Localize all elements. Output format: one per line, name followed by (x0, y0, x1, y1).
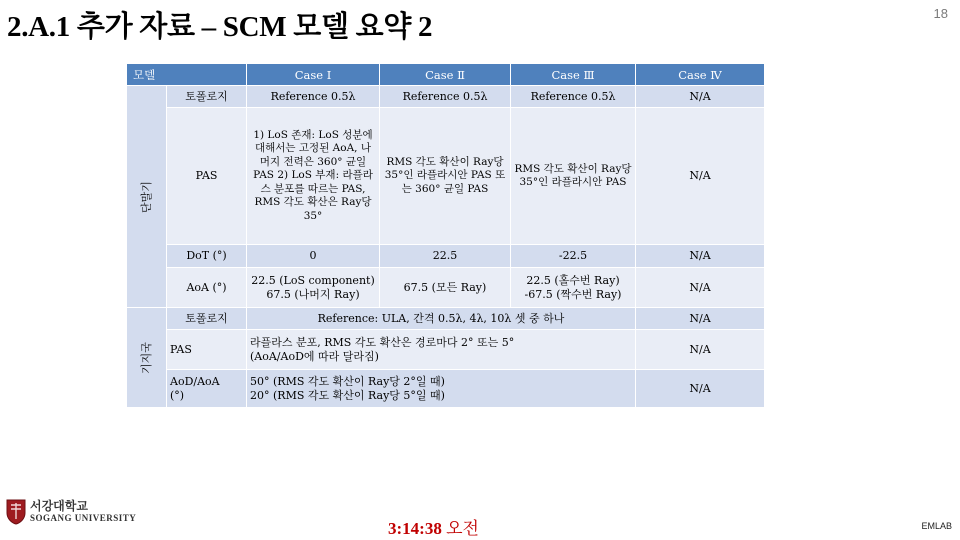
table-cell-merged: Reference: ULA, 간격 0.5λ, 4λ, 10λ 셋 중 하나 (247, 308, 636, 330)
table-cell: N/A (636, 86, 765, 108)
time-value: 3:14:38 (388, 519, 442, 538)
table-cell: N/A (636, 308, 765, 330)
logo-korean-name: 서강대학교 (30, 499, 88, 513)
table-row (127, 308, 765, 330)
header-row (127, 64, 765, 86)
header-case-2: Case Ⅱ (380, 64, 511, 86)
table-cell: 0 (247, 245, 380, 268)
lab-label: EMLAB (921, 521, 952, 531)
row-label: 토폴로지 (167, 86, 247, 108)
row-label: PAS (167, 108, 247, 245)
table-cell: -22.5 (511, 245, 636, 268)
table-cell: Reference 0.5λ (511, 86, 636, 108)
table-row (127, 108, 765, 245)
group-terminal (127, 86, 167, 308)
row-label: AoA (°) (167, 268, 247, 308)
table-cell: 22.5 (380, 245, 511, 268)
header-case-3: Case Ⅲ (511, 64, 636, 86)
table-cell: RMS 각도 확산이 Ray당 35°인 라플라시안 PAS 또는 360° 균일 PAS (380, 108, 511, 245)
cell-line: 라플라스 분포, RMS 각도 확산은 경로마다 2° 또는 5° (250, 335, 515, 349)
table-cell: RMS 각도 확산이 Ray당 35°인 라플라시안 PAS (511, 108, 636, 245)
group-terminal-label: 단말기 (139, 180, 153, 213)
table-cell (511, 268, 636, 308)
table-cell: N/A (636, 370, 765, 408)
table-cell (247, 268, 380, 308)
time-stamp (388, 514, 479, 539)
cell-line: AoD/AoA (170, 374, 220, 388)
row-label: DoT (°) (167, 245, 247, 268)
header-case-1: Case Ⅰ (247, 64, 380, 86)
table-row (127, 245, 765, 268)
slide-title: 2.A.1 추가 자료 – SCM 모델 요약 2 (7, 11, 433, 43)
cell-line: 50° (RMS 각도 확산이 Ray당 2°일 때) (250, 374, 445, 388)
table-cell: N/A (636, 245, 765, 268)
table-cell: Reference 0.5λ (380, 86, 511, 108)
table-cell-merged (247, 330, 636, 370)
page-number: 18 (933, 6, 948, 21)
shield-emblem-icon (6, 499, 26, 525)
row-label: PAS (167, 330, 247, 370)
cell-line: 22.5 (LoS component) (251, 273, 375, 287)
cell-line: -67.5 (짝수번 Ray) (524, 287, 622, 301)
group-base-station-label: 기지국 (139, 341, 153, 374)
cell-line: (AoA/AoD에 따라 달라짐) (250, 349, 379, 363)
table-row (127, 268, 765, 308)
row-label: 토폴로지 (167, 308, 247, 330)
table-cell: N/A (636, 268, 765, 308)
cell-line: 20° (RMS 각도 확산이 Ray당 5°일 때) (250, 388, 445, 402)
table-row (127, 86, 765, 108)
university-logo (6, 499, 136, 525)
row-label (167, 370, 247, 408)
table-cell: 1) LoS 존재: LoS 성분에 대해서는 고정된 AoA, 나머지 전력은 360° 균일 PAS 2) LoS 부재: 라플라스 분포를 따르는 PAS, RMS 각도 확산은 Ray당 35° (247, 108, 380, 245)
cell-line: (°) (170, 388, 185, 402)
table-cell: 67.5 (모든 Ray) (380, 268, 511, 308)
table-cell: N/A (636, 330, 765, 370)
group-base-station (127, 308, 167, 408)
cell-line: 22.5 (홀수번 Ray) (526, 273, 620, 287)
logo-english-name: SOGANG UNIVERSITY (30, 513, 137, 523)
table-cell-merged (247, 370, 636, 408)
table-row (127, 330, 765, 370)
header-case-4: Case Ⅳ (636, 64, 765, 86)
cell-line: 67.5 (나머지 Ray) (266, 287, 360, 301)
table-cell: N/A (636, 108, 765, 245)
table-cell: Reference 0.5λ (247, 86, 380, 108)
time-ampm: 오전 (446, 519, 479, 538)
header-model: 모델 (127, 64, 247, 86)
table-row (127, 370, 765, 408)
scm-summary-table (126, 63, 765, 408)
